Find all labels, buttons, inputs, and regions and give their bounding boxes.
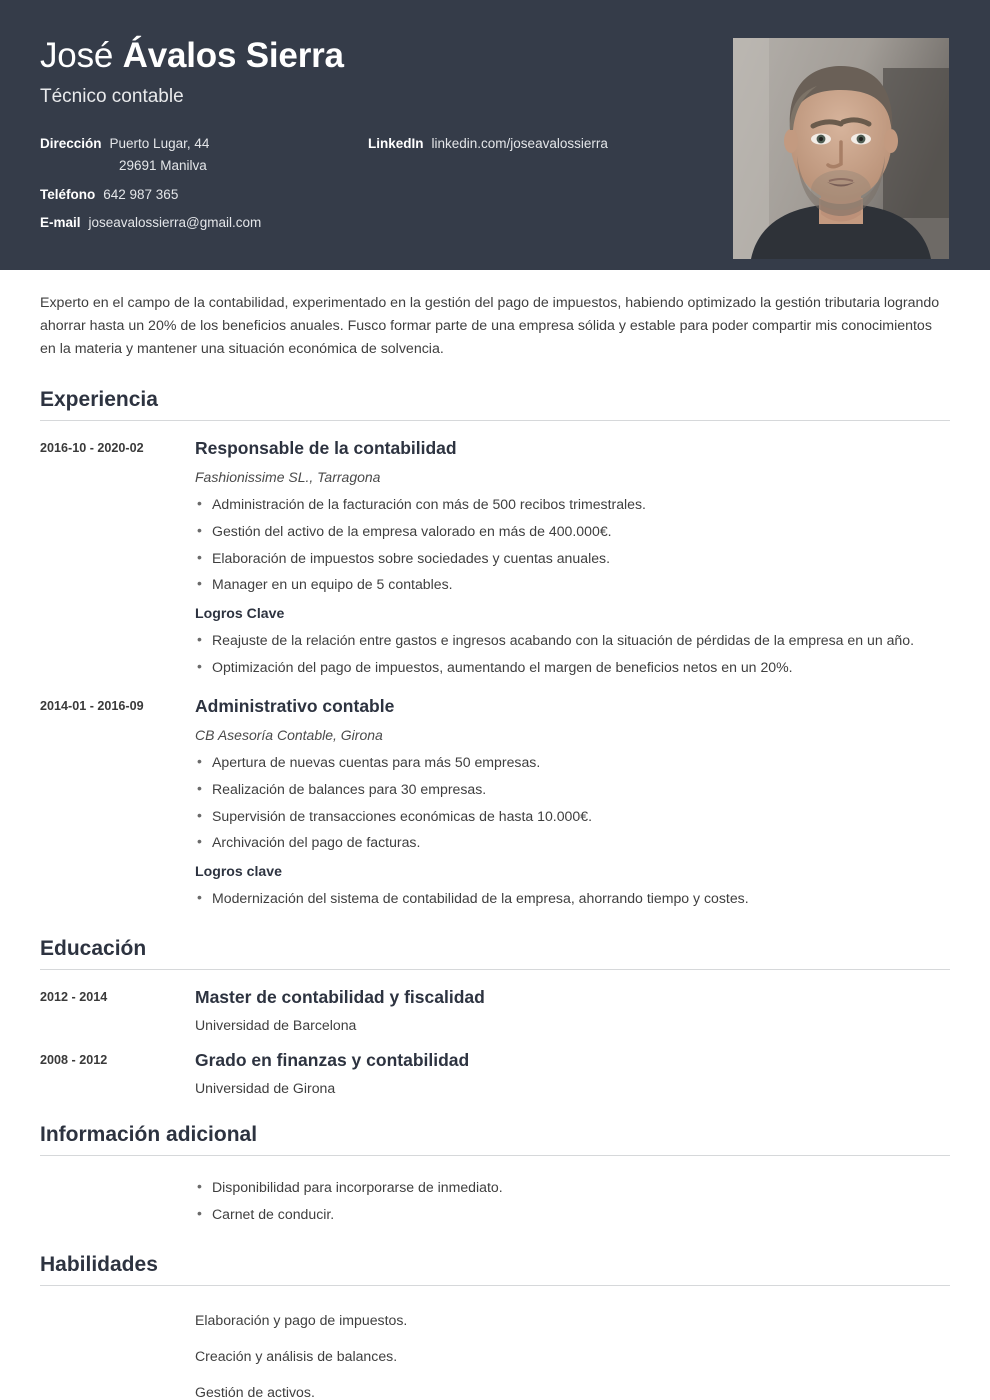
achievements-label: Logros Clave [195,605,285,622]
first-name: José [40,36,123,75]
list-item: • Reajuste de la relación entre gastos e ingresos acabando con la situación de pérdidas de la empresa en un año. [195,629,925,652]
entry-title: Administrativo contable [195,695,395,716]
list-item: • Carnet de conducir. [195,1203,925,1226]
surname: Ávalos Sierra [122,36,344,75]
list-item: Creación y análisis de balances. [195,1347,398,1364]
section-title-experience: Experiencia [40,388,158,411]
section-divider [40,969,950,970]
entry-bullet-list [195,493,950,596]
job-title: Técnico contable [40,85,184,107]
entry-institution: Universidad de Barcelona [195,1017,357,1034]
email-value[interactable]: joseavalossierra@gmail.com [88,214,262,230]
phone-row [40,187,660,202]
entry-dates: 2008 - 2012 [40,1053,108,1068]
list-item: • Administración de la facturación con más de 500 recibos trimestrales. [195,493,925,516]
list-item: • Realización de balances para 30 empresas. [195,778,925,801]
additional-info-list [195,1176,950,1226]
entry-dates: 2012 - 2014 [40,990,108,1005]
skills-list [195,1298,950,1400]
avatar [733,38,949,259]
entry-title: Master de contabilidad y fiscalidad [195,987,485,1008]
linkedin-row [368,136,608,151]
linkedin-label: LinkedIn [368,135,424,151]
list-item: • Gestión del activo de la empresa valorado en más de 400.000€. [195,520,925,543]
entry-dates-spacer [40,1298,195,1400]
entry-title: Grado en finanzas y contabilidad [195,1050,470,1071]
entry-dates: 2014-01 - 2016-09 [40,698,144,713]
section-divider [40,420,950,421]
entry-dates-spacer [40,1168,195,1226]
section-divider [40,1285,950,1286]
list-item: • Optimización del pago de impuestos, aumentando el margen de beneficios netos en un 20%. [195,656,925,679]
email-label: E-mail [40,214,81,230]
profile-summary: Experto en el campo de la contabilidad, experimentado en la gestión del pago de impuestos, habiendo optimizado la gestión tributaria logrando ahorrar hasta un 20% de los beneficios anuales. Fusco formar parte de una empresa sólida y estable para poder compartir mis conocimientos en la materia y mantener una situación económica de solvencia. [40,295,940,357]
list-item: • Supervisión de transacciones económicas de hasta 10.000€. [195,805,925,828]
list-item: • Modernización del sistema de contabilidad de la empresa, ahorrando tiempo y costes. [195,887,925,910]
address-value-line2: 29691 Manilva [119,157,207,173]
entry-institution: Universidad de Girona [195,1080,336,1097]
email-row [40,215,660,230]
profile-photo-illustration [733,38,949,259]
resume-body [0,292,990,1400]
list-item: • Apertura de nuevas cuentas para más 50 empresas. [195,751,925,774]
entry-bullet-list [195,751,950,854]
additional-info-entry [40,1168,950,1226]
address-value: Puerto Lugar, 44 [109,135,210,151]
list-item: • Manager en un equipo de 5 contables. [195,573,925,596]
experience-entry [40,438,950,679]
entry-achievement-list [195,887,950,910]
entry-achievement-list [195,629,950,679]
linkedin-value[interactable]: linkedin.com/joseavalossierra [431,135,608,151]
resume-header [0,0,990,270]
education-entry [40,1050,950,1096]
list-item: Elaboración y pago de impuestos. [195,1311,408,1328]
list-item: • Archivación del pago de facturas. [195,831,925,854]
skills-entry [40,1298,950,1400]
section-divider [40,1155,950,1156]
list-item: Gestión de activos. [195,1383,315,1400]
entry-dates: 2016-10 - 2020-02 [40,441,144,455]
section-title-additional: Información adicional [40,1123,258,1147]
address-label: Dirección [40,135,102,151]
list-item: • Disponibilidad para incorporarse de inmediato. [195,1176,925,1199]
section-title-education: Educación [40,937,147,961]
section-title-skills: Habilidades [40,1252,158,1276]
entry-organization: Fashionissime SL., Tarragona [195,469,381,485]
phone-label: Teléfono [40,186,96,202]
education-entry [40,987,950,1033]
entry-title: Responsable de la contabilidad [195,438,457,458]
contact-details [40,136,660,230]
list-item: • Elaboración de impuestos sobre sociedades y cuentas anuales. [195,547,925,570]
entry-organization: CB Asesoría Contable, Girona [195,726,383,743]
phone-value: 642 987 365 [103,186,179,202]
achievements-label: Logros clave [195,863,282,880]
experience-entry [40,696,950,910]
